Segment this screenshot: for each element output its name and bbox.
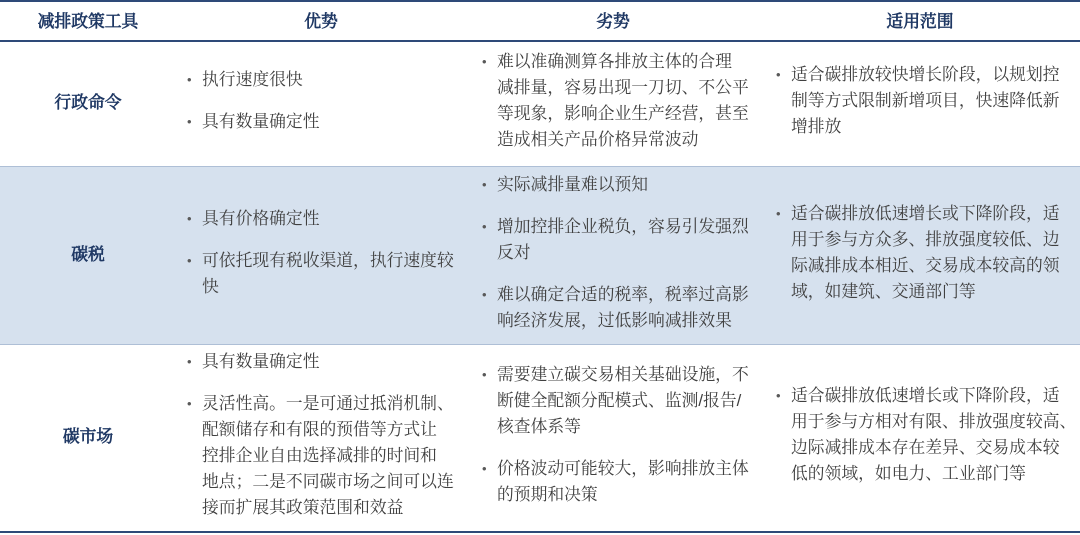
list-item	[482, 362, 760, 440]
item-text-line: 低的领域，如电力、工业部门等	[791, 464, 1026, 483]
bullet-icon	[187, 206, 202, 232]
bullet-icon	[776, 383, 791, 409]
tool-name: 碳税	[71, 244, 105, 264]
header-advantages: 优势	[304, 12, 338, 31]
item-text-line: 控排企业自由选择减排的时间和	[202, 446, 437, 465]
item-text-line: 边际减排成本存在差异、交易成本较	[791, 438, 1060, 457]
bullet-icon	[187, 67, 202, 93]
item-text-line: 快	[202, 276, 219, 296]
advantages-cell	[176, 42, 466, 166]
header-disadvantages: 劣势	[596, 12, 630, 31]
item-text-line: 增加控排企业税负，容易引发强烈	[497, 216, 749, 236]
item-text-line: 适合碳排放低速增长或下降阶段，适	[791, 203, 1060, 223]
item-text-line: 难以准确测算各排放主体的合理	[497, 52, 732, 71]
scope-cell	[760, 167, 1080, 344]
header-scope: 适用范围	[886, 12, 954, 31]
item-text-line: 用于参与方相对有限、排放强度较高、	[791, 412, 1077, 431]
scope-cell	[760, 42, 1080, 166]
list-item	[482, 456, 760, 508]
item-text-line: 域，如建筑、交通部门等	[791, 281, 976, 301]
list-item	[187, 248, 466, 300]
list-item	[187, 109, 466, 135]
item-text-line: 增排放	[791, 117, 842, 136]
table-bottom-rule	[0, 531, 1080, 533]
scope-cell	[760, 345, 1080, 531]
disadvantages-cell	[466, 42, 760, 166]
bullet-icon	[187, 109, 202, 135]
list-item	[482, 172, 760, 198]
item-text-line: 具有数量确定性	[202, 112, 320, 131]
table-header-row	[0, 0, 1080, 40]
item-text-line: 核查体系等	[497, 417, 581, 436]
tool-name-cell	[0, 345, 176, 531]
item-text-line: 的预期和决策	[497, 485, 598, 504]
item-text-line: 实际减排量难以预知	[497, 174, 649, 194]
item-text-line: 具有数量确定性	[202, 352, 320, 371]
item-text-line: 适合碳排放低速增长或下降阶段，适	[791, 386, 1060, 405]
list-item	[187, 391, 466, 521]
bullet-icon	[776, 201, 791, 227]
bullet-icon	[482, 214, 497, 240]
row-carbon-market	[0, 344, 1080, 531]
item-text-line: 制等方式限制新增项目，快速降低新	[791, 91, 1060, 110]
item-text-line: 等现象，影响企业生产经营，甚至	[497, 104, 749, 123]
bullet-icon	[187, 391, 202, 417]
item-text-line: 减排量，容易出现一刀切、不公平	[497, 78, 749, 97]
disadvantages-cell	[466, 167, 760, 344]
list-item	[776, 383, 1080, 487]
item-text-line: 造成相关产品价格异常波动	[497, 130, 699, 149]
bullet-icon	[482, 362, 497, 388]
bullet-icon	[187, 248, 202, 274]
item-text-line: 执行速度很快	[202, 70, 303, 89]
item-text-line: 地点；二是不同碳市场之间可以连	[202, 472, 454, 491]
row-administrative-command	[0, 42, 1080, 166]
bullet-icon	[482, 172, 497, 198]
item-text-line: 适合碳排放较快增长阶段，以规划控	[791, 65, 1060, 84]
item-text-line: 具有价格确定性	[202, 208, 320, 228]
item-text-line: 难以确定合适的税率，税率过高影	[497, 284, 749, 304]
item-text-line: 用于参与方众多、排放强度较低、边	[791, 229, 1060, 249]
bullet-icon	[776, 62, 791, 88]
bullet-icon	[482, 49, 497, 75]
item-text-line: 响经济发展，过低影响减排效果	[497, 310, 732, 330]
list-item	[482, 49, 760, 153]
tool-name-cell	[0, 42, 176, 166]
header-tool: 减排政策工具	[37, 12, 139, 31]
item-text-line: 可依托现有税收渠道，执行速度较	[202, 250, 454, 270]
tool-name: 碳市场	[62, 427, 114, 446]
tool-name-cell	[0, 167, 176, 344]
advantages-cell	[176, 345, 466, 531]
item-text-line: 配额储存和有限的预借等方式让	[202, 420, 437, 439]
item-text-line: 反对	[497, 242, 531, 262]
bullet-icon	[482, 282, 497, 308]
bullet-icon	[187, 349, 202, 375]
item-text-line: 接而扩展其政策范围和效益	[202, 498, 404, 517]
item-text-line: 灵活性高。一是可通过抵消机制、	[202, 394, 454, 413]
list-item	[187, 67, 466, 93]
advantages-cell	[176, 167, 466, 344]
item-text-line: 价格波动可能较大，影响排放主体	[497, 459, 749, 478]
row-carbon-tax	[0, 166, 1080, 344]
list-item	[776, 62, 1080, 140]
bullet-icon	[482, 456, 497, 482]
item-text-line: 际减排成本相近、交易成本较高的领	[791, 255, 1060, 275]
item-text-line: 需要建立碳交易相关基础设施，不	[497, 365, 749, 384]
list-item	[187, 349, 466, 375]
list-item	[187, 206, 466, 232]
disadvantages-cell	[466, 345, 760, 531]
item-text-line: 断健全配额分配模式、监测/报告/	[497, 391, 742, 410]
list-item	[482, 214, 760, 266]
list-item	[776, 201, 1080, 305]
list-item	[482, 282, 760, 334]
tool-name: 行政命令	[54, 93, 122, 112]
